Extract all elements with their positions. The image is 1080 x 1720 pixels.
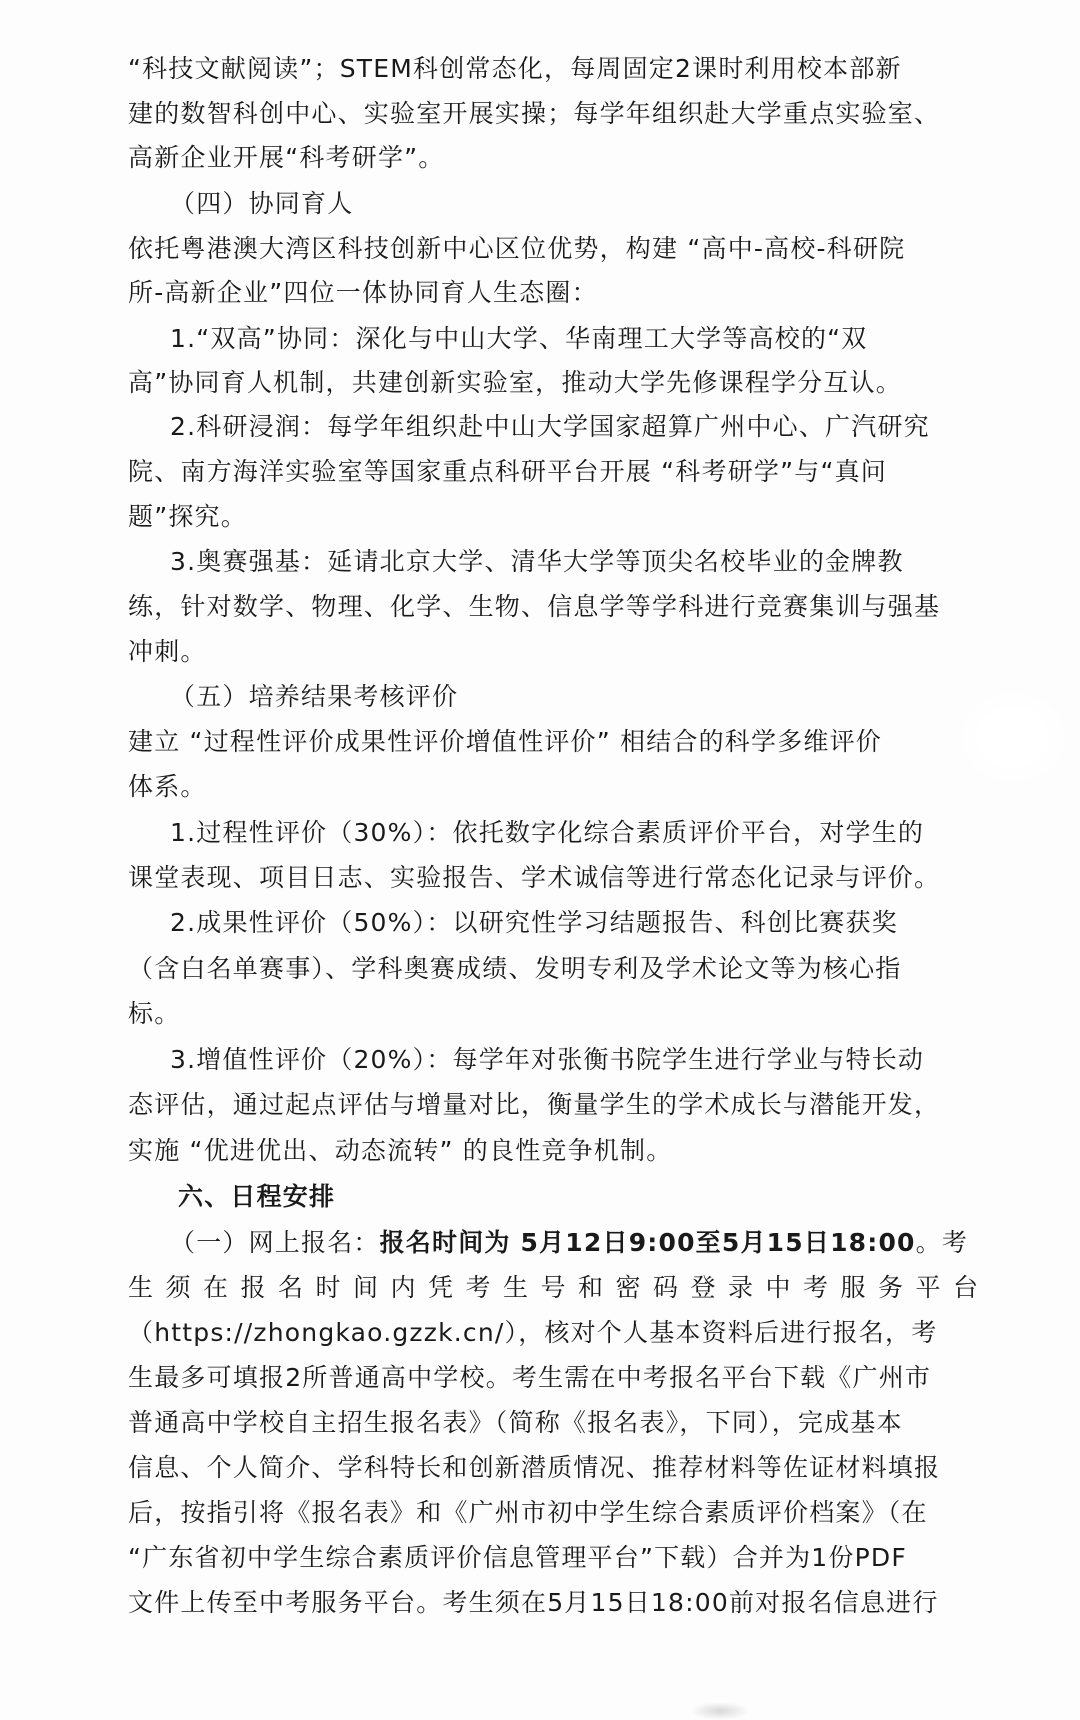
list-item-line: 3.增值性评价（20%）：每学年对张衡书院学生进行学业与特长动: [170, 1045, 925, 1074]
paragraph-line: 信息、个人简介、学科特长和创新潜质情况、推荐材料等佐证材料填报: [128, 1453, 941, 1482]
paragraph-line: 依托粤港澳大湾区科技创新中心区位优势，构建 “高中-高校-科研院: [128, 234, 906, 263]
paragraph-line: 高新企业开展“科考研学”。: [128, 143, 445, 172]
paragraph-line: 态评估，通过起点评估与增量对比，衡量学生的学术成长与潜能开发，: [128, 1090, 941, 1119]
paragraph-line: 冲刺。: [128, 637, 207, 666]
list-item-line: 2.科研浸润：每学年组织赴中山大学国家超算广州中心、广汽研究: [170, 412, 930, 441]
photo-glare: [958, 690, 1068, 785]
list-item-line: 2.成果性评价（50%）：以研究性学习结题报告、科创比赛获奖: [170, 908, 898, 937]
section-heading-6: 六、日程安排: [178, 1182, 336, 1211]
paragraph-line: “科技文献阅读”；STEM科创常态化，每周固定2课时利用校本部新: [128, 54, 902, 83]
paragraph-line: “广东省初中学生综合素质评价信息管理平台”下载）合并为1份PDF: [128, 1543, 907, 1572]
paragraph-line: 文件上传至中考服务平台。考生须在5月15日18:00前对报名信息进行: [128, 1588, 939, 1617]
registration-prefix: （一）网上报名：: [170, 1228, 380, 1257]
list-item-line: 1.过程性评价（30%）：依托数字化综合素质评价平台，对学生的: [170, 818, 925, 847]
list-item-line: 1.“双高”协同：深化与中山大学、华南理工大学等高校的“双: [170, 324, 868, 353]
list-item-line: 3.奥赛强基：延请北京大学、清华大学等顶尖名校毕业的金牌教: [170, 547, 904, 576]
paragraph-line: 院、南方海洋实验室等国家重点科研平台开展 “科考研学”与“真问: [128, 457, 888, 486]
paragraph-line: 课堂表现、项目日志、实验报告、学术诚信等进行常态化记录与评价。: [128, 863, 941, 892]
paragraph-line: 所-高新企业”四位一体协同育人生态圈：: [128, 278, 598, 307]
paragraph-line: 生最多可填报2所普通高中学校。考生需在中考报名平台下载《广州市: [128, 1363, 932, 1392]
section-heading-4: （四）协同育人: [170, 189, 354, 218]
paragraph-line: 普通高中学校自主招生报名表》（简称《报名表》，下同），完成基本: [128, 1408, 903, 1437]
paragraph-line: 体系。: [128, 772, 207, 801]
paragraph-line: （含白名单赛事）、学科奥赛成绩、发明专利及学术论文等为核心指: [128, 954, 902, 983]
registration-time: 报名时间为 5月12日9:00至5月15日18:00: [379, 1228, 916, 1257]
paragraph-line: 建立 “过程性评价成果性评价增值性评价” 相结合的科学多维评价: [128, 727, 882, 756]
photo-smudge: [690, 1702, 750, 1720]
paragraph-line: 生须在报名时间内凭考生号和密码登录中考服务平台: [128, 1273, 991, 1302]
paragraph-line: 建的数智科创中心、实验室开展实操；每学年组织赴大学重点实验室、: [128, 99, 941, 128]
paragraph-line: 题”探究。: [128, 502, 247, 531]
registration-suffix: 。考: [915, 1228, 969, 1257]
section-heading-5: （五）培养结果考核评价: [170, 682, 459, 711]
registration-line: [170, 1226, 968, 1260]
paragraph-line: 高”协同育人机制，共建创新实验室，推动大学先修课程学分互认。: [128, 368, 902, 397]
paragraph-line: 练，针对数学、物理、化学、生物、信息学等学科进行竞赛集训与强基: [128, 592, 941, 621]
paragraph-line: 后，按指引将《报名表》和《广州市初中学生综合素质评价档案》（在: [128, 1498, 928, 1527]
paragraph-line: 实施 “优进优出、动态流转” 的良性竞争机制。: [128, 1136, 673, 1165]
paragraph-line: 标。: [128, 999, 181, 1028]
paragraph-line: （https://zhongkao.gzzk.cn/），核对个人基本资料后进行报名，考: [128, 1318, 938, 1347]
